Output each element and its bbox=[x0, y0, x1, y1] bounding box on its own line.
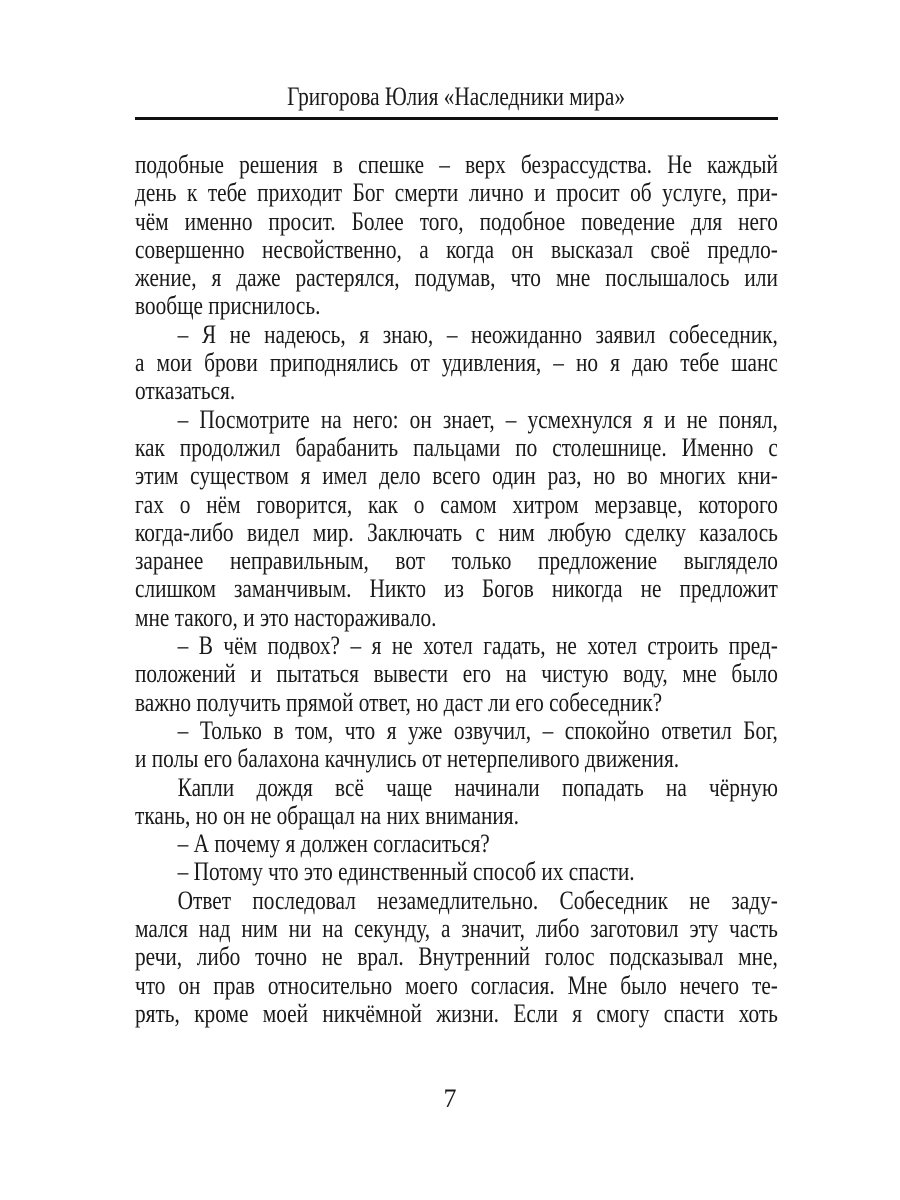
text-line: жение, я даже растерялся, подумав, что мне послышалось или bbox=[135, 263, 778, 293]
text-line: положений и пытаться вывести его на чистую воду, мне было bbox=[135, 659, 778, 689]
page-number: 7 bbox=[443, 1084, 457, 1113]
text-line: что он прав относительно моего согласия. Мне было нечего те- bbox=[135, 970, 778, 1000]
running-header-title: Григорова Юлия «Наследники мира» bbox=[287, 82, 626, 111]
text-line: слишком заманчивым. Никто из Богов никогда не предложит bbox=[135, 574, 778, 604]
text-line: заранее неправильным, вот только предложение выглядело bbox=[135, 546, 778, 576]
text-line: этим существом я имел дело всего один раз, но во многих кни- bbox=[135, 461, 778, 491]
text-line: мался над ним ни на секунду, а значит, либо заготовил эту часть bbox=[135, 914, 778, 944]
text-line: вообще приснилось. bbox=[135, 291, 321, 321]
text-line: – А почему я должен согласиться? bbox=[177, 829, 490, 859]
text-line: мне такого, и это настораживало. bbox=[135, 602, 437, 632]
text-line: – Я не надеюсь, я знаю, – неожиданно заявил собеседник, bbox=[177, 319, 778, 349]
running-header bbox=[135, 82, 778, 112]
text-line: а мои брови приподнялись от удивления, – но я даю тебе шанс bbox=[135, 348, 778, 378]
text-line: когда-либо видел мир. Заключать с ним любую сделку казалось bbox=[135, 517, 778, 547]
text-line: подобные решения в спешке – верх безрассудства. Не каждый bbox=[135, 150, 778, 179]
text-line: – Только в том, что я уже озвучил, – спокойно ответил Бог, bbox=[177, 715, 778, 745]
header-rule bbox=[135, 117, 778, 120]
text-line: Ответ последовал незамедлительно. Собеседник не заду- bbox=[177, 885, 778, 915]
text-line: совершенно несвойственно, а когда он высказал своё предло- bbox=[135, 234, 778, 264]
text-line: отказаться. bbox=[135, 376, 236, 406]
text-line: гах о нём говорится, как о самом хитром мерзавце, которого bbox=[135, 489, 778, 519]
text-line: и полы его балахона качнулись от нетерпеливого движения. bbox=[135, 744, 680, 774]
text-line: день к тебе приходит Бог смерти лично и просит об услуге, при- bbox=[135, 178, 778, 208]
text-line: ткань, но он не обращал на них внимания. bbox=[135, 800, 519, 830]
text-line: речи, либо точно не врал. Внутренний голос подсказывал мне, bbox=[135, 942, 778, 972]
page-body-text bbox=[135, 151, 778, 1028]
text-line: важно получить прямой ответ, но даст ли его собеседник? bbox=[135, 687, 663, 717]
text-line: как продолжил барабанить пальцами по столешнице. Именно с bbox=[135, 432, 778, 462]
text-line: чём именно просит. Более того, подобное поведение для него bbox=[135, 206, 778, 236]
text-line: Капли дождя всё чаще начинали попадать на чёрную bbox=[177, 772, 778, 802]
text-line: – В чём подвох? – я не хотел гадать, не хотел строить пред- bbox=[177, 631, 778, 661]
text-line: – Посмотрите на него: он знает, – усмехнулся я и не понял, bbox=[177, 404, 778, 434]
text-line: – Потому что это единственный способ их спасти. bbox=[177, 857, 635, 887]
text-line: рять, кроме моей никчёмной жизни. Если я смогу спасти хоть bbox=[135, 998, 778, 1028]
